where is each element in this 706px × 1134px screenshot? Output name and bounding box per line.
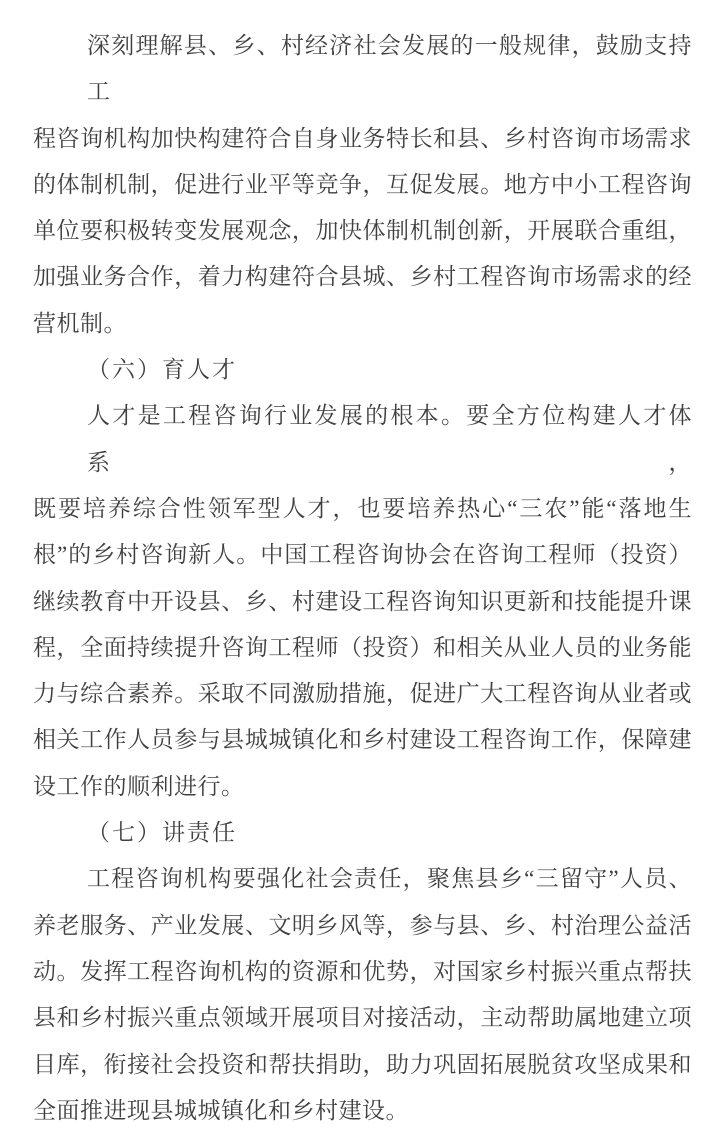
section-heading-7: （七）讲责任 xyxy=(87,820,237,846)
text-line: 工程咨询机构要强化社会责任，聚焦县乡“三留守”人员、 xyxy=(87,866,692,892)
text-line: 养老服务、产业发展、文明乡风等，参与县、乡、村治理公益活 xyxy=(33,912,692,938)
text-line: 县和乡村振兴重点领域开展项目对接活动，主动帮助属地建立项 xyxy=(33,1005,692,1031)
text-line: 相关工作人员参与县城城镇化和乡村建设工程咨询工作，保障建 xyxy=(33,727,692,753)
text-line: 全面推进现县城城镇化和乡村建设。 xyxy=(33,1097,409,1123)
text-line: 既要培养综合性领军型人才，也要培养热心“三农”能“落地生 xyxy=(33,495,692,521)
text-line: 继续教育中开设县、乡、村建设工程咨询知识更新和技能提升课 xyxy=(33,588,692,614)
text-line: 营机制。 xyxy=(33,310,127,336)
text-line: 程，全面持续提升咨询工程师（投资）和相关从业人员的业务能 xyxy=(33,634,692,660)
text-line: 力与综合素养。采取不同激励措施，促进广大工程咨询从业者或 xyxy=(33,681,692,707)
text-line: 程咨询机构加快构建符合自身业务特长和县、乡村咨询市场需求 xyxy=(33,125,692,151)
text-line: 深刻理解县、乡、村经济社会发展的一般规律，鼓励支持工 xyxy=(87,33,692,105)
text-line: 人才是工程咨询行业发展的根本。要全方位构建人才体系， xyxy=(87,403,692,475)
text-line: 根”的乡村咨询新人。中国工程咨询协会在咨询工程师（投资） xyxy=(33,542,692,568)
text-line: 动。发挥工程咨询机构的资源和优势，对国家乡村振兴重点帮扶 xyxy=(33,958,692,984)
section-heading-6: （六）育人才 xyxy=(87,357,237,383)
document-body xyxy=(33,23,692,1134)
text-line: 目库，衔接社会投资和帮扶捐助，助力巩固拓展脱贫攻坚成果和 xyxy=(33,1051,692,1077)
text-line: 设工作的顺利进行。 xyxy=(33,773,245,799)
text-line: 加强业务合作，着力构建符合县城、乡村工程咨询市场需求的经 xyxy=(33,264,692,290)
text-line: 的体制机制，促进行业平等竞争，互促发展。地方中小工程咨询 xyxy=(33,171,692,197)
text-line: 单位要积极转变发展观念，加快体制机制创新，开展联合重组， xyxy=(33,218,692,244)
